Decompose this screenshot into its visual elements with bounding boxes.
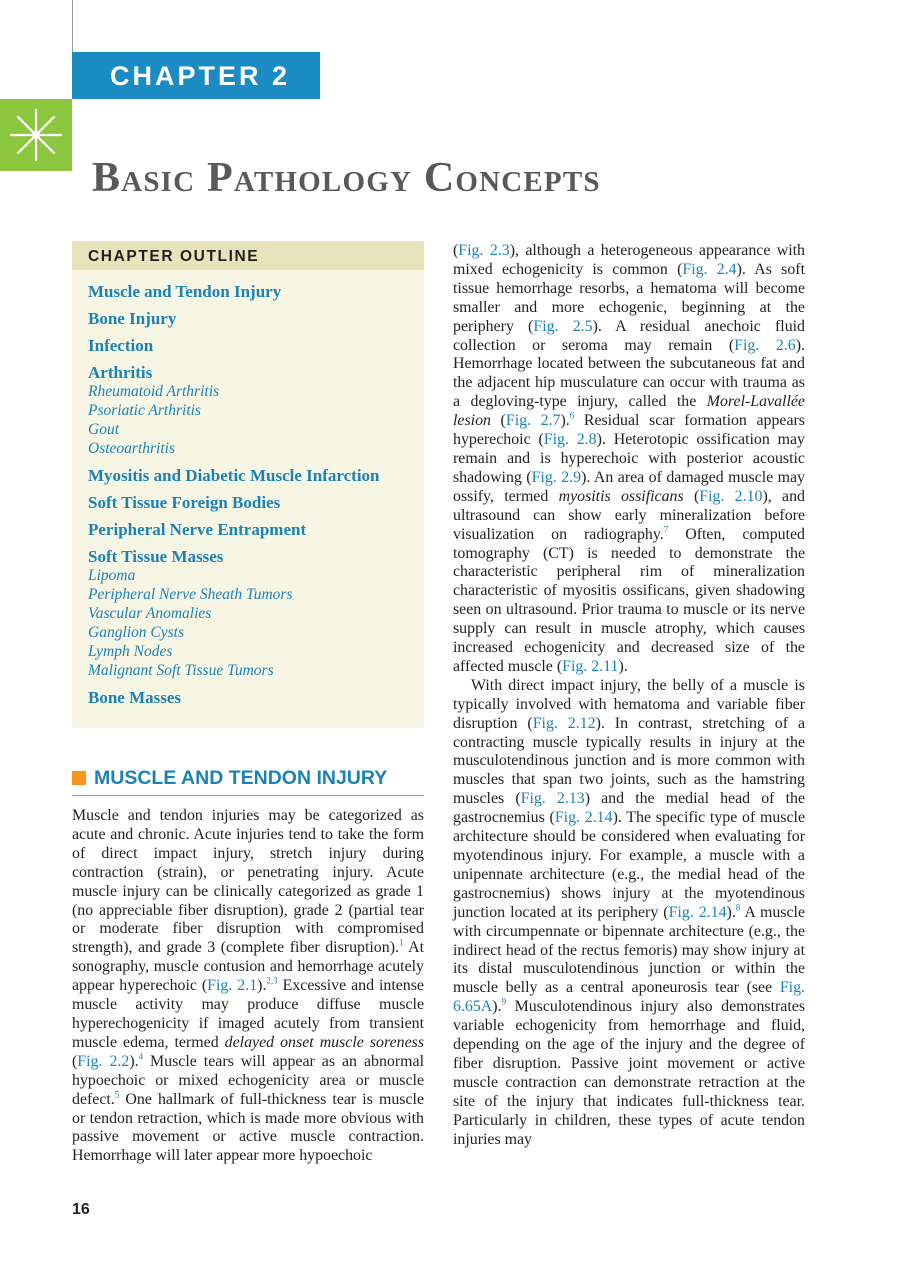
figure-reference: Fig. 2.3 — [458, 242, 510, 259]
outline-item — [88, 466, 424, 485]
figure-reference: Fig. 2.14 — [554, 809, 613, 827]
body-text-run: ). — [560, 412, 570, 430]
outline-item-label: Bone Masses — [88, 688, 182, 707]
outline-item-label: Infection — [88, 336, 154, 355]
body-text-run: ). — [129, 1052, 139, 1070]
body-text-run: One hallmark of full-thickness tear is muscle or tendon retraction, which is made more obvious with passive movement or active muscle contraction. Hemorrhage will later appear more hypoechoic — [72, 1090, 424, 1165]
figure-reference: Fig. 2.8 — [543, 431, 597, 449]
body-text-run: ). The specific type of muscle architecture should be considered when evaluating for myotendinous injury. For example, a muscle with a unipennate architecture (e.g., the medial head of the gastrocnemius) shows injury at the myotendinous junction located at its periphery ( — [453, 809, 806, 921]
figure-reference: Fig. 2.9 — [531, 468, 582, 486]
outline-subitem-label: Rheumatoid Arthritis — [88, 383, 220, 400]
section-heading — [72, 765, 387, 791]
outline-item — [88, 688, 424, 707]
body-text-run: With direct impact injury, the belly of a muscle is typically involved with hematoma and variable fiber disruption ( — [453, 676, 805, 732]
body-text-run: ). A residual anechoic fluid collection or seroma may remain ( — [453, 317, 805, 354]
figure-reference: Fig. 2.12 — [532, 714, 596, 732]
body-text-run: ), although a heterogeneous appearance with mixed echogenicity is common ( — [453, 242, 805, 278]
outline-item — [88, 547, 424, 680]
chapter-outline-header: CHAPTER OUTLINE — [72, 241, 424, 270]
outline-item-label: Muscle and Tendon Injury — [88, 282, 282, 301]
body-text-run: Often, computed tomography (CT) is needed to demonstrate the characteristic peripheral rim of mineralization characteristic of myositis ossificans, given shadowing seen on ultrasound. Prior trauma to muscle or its nerve supply can result in muscle atrophy, which causes increased echogenicity and decreased size of the affected muscle ( — [453, 525, 805, 675]
figure-reference: Fig. 2.13 — [520, 790, 585, 808]
citation-superscript: 5 — [114, 1089, 120, 1100]
section-bullet-square — [72, 771, 86, 785]
citation-superscript: 6 — [569, 410, 575, 421]
body-text-run: ). Hemorrhage located between the subcutaneous fat and the adjacent hip musculature can occur with trauma as a degloving-type injury, called the — [453, 336, 805, 411]
outline-item — [88, 336, 424, 355]
chapter-outline — [72, 241, 424, 728]
outline-subitem-label: Ganglion Cysts — [88, 624, 185, 641]
figure-reference: Fig. 2.6 — [734, 336, 796, 354]
body-text-run: ) and the medial head of the gastrocnemius ( — [453, 790, 805, 827]
outline-item — [88, 363, 424, 458]
chapter-label: CHAPTER 2 — [72, 52, 320, 99]
outline-subitem-label: Malignant Soft Tissue Tumors — [88, 662, 274, 679]
body-text-run: ). Heterotopic ossification may remain and is hyperechoic with posterior acoustic shadowing ( — [453, 431, 805, 486]
section-heading-text: MUSCLE AND TENDON INJURY — [94, 767, 388, 789]
body-text-run: ). As soft tissue hemorrhage resorbs, a hematoma will become smaller and more echogenic, beginning at the periphery ( — [453, 260, 805, 335]
italic-term: myositis ossificans — [558, 487, 684, 505]
citation-superscript: 4 — [138, 1051, 144, 1062]
outline-item-label: Myositis and Diabetic Muscle Infarction — [88, 466, 380, 485]
outline-subitem-label: Osteoarthritis — [88, 440, 175, 457]
outline-subitem-label: Vascular Anomalies — [88, 605, 212, 622]
outline-item — [88, 282, 424, 301]
figure-reference: Fig. 2.4 — [682, 260, 737, 278]
body-text-run: At sonography, muscle contusion and hemorrhage acutely appear hyperechoic ( — [72, 939, 424, 995]
figure-reference: Fig. 2.2 — [77, 1052, 130, 1070]
body-text-run: Residual scar formation appears hyperechoic ( — [453, 412, 805, 449]
outline-item — [88, 520, 424, 539]
outline-subitem-label: Psoriatic Arthritis — [88, 402, 201, 419]
outline-item — [88, 309, 424, 328]
body-text-run: ( — [490, 412, 506, 430]
right-text-column — [453, 242, 805, 1150]
body-paragraph — [453, 242, 805, 677]
italic-term: delayed onset muscle soreness — [224, 1033, 424, 1051]
figure-reference: Fig. 2.7 — [505, 412, 561, 430]
figure-reference: Fig. 2.5 — [533, 317, 593, 335]
body-text-run: ( — [453, 242, 459, 259]
outline-subitem-label: Lipoma — [88, 567, 136, 584]
left-text-column — [72, 807, 424, 1166]
citation-superscript: 9 — [501, 996, 507, 1007]
body-text-run: ). — [492, 998, 502, 1016]
body-text-run: Muscle tears will appear as an abnormal hypoechoic or mixed echogenicity area or muscle defect. — [72, 1052, 424, 1108]
body-text-run: ). — [257, 977, 267, 995]
chapter-title: Basic Pathology Concepts — [92, 155, 601, 201]
page-number: 16 — [72, 1201, 90, 1218]
body-text-run: ( — [72, 1052, 78, 1070]
figure-reference: Fig. 2.11 — [562, 657, 619, 675]
figure-reference: Fig. 2.10 — [699, 487, 763, 505]
outline-item — [88, 493, 424, 512]
body-text-run: A muscle with circumpennate or bipennate architecture (e.g., the indirect head of the rectus femoris) may show injury at its distal musculotendinous junction or within the muscle belly as a central aponeurosis tear (see — [453, 903, 806, 997]
italic-term: Morel-Lavallée lesion — [453, 393, 805, 430]
figure-reference: Fig. 2.1 — [207, 977, 258, 995]
body-text-run: ). — [726, 903, 736, 921]
outline-item-label: Bone Injury — [88, 309, 177, 328]
figure-reference: Fig. 2.14 — [668, 903, 727, 921]
citation-superscript: 2,3 — [266, 975, 278, 986]
citation-superscript: 7 — [663, 524, 669, 535]
outline-item-label: Soft Tissue Foreign Bodies — [88, 493, 281, 512]
outline-subitem-label: Peripheral Nerve Sheath Tumors — [88, 586, 293, 603]
outline-subitem-label: Lymph Nodes — [88, 643, 173, 660]
citation-superscript: 8 — [735, 902, 741, 913]
starburst-icon — [0, 99, 72, 171]
body-text-run: Excessive and intense muscle activity may produce diffuse muscle hyperechogenicity if imaged acutely from transient muscle edema, termed — [72, 977, 424, 1051]
body-text-run: ), and ultrasound can show early mineralization before visualization on radiography. — [453, 487, 805, 543]
outline-item-label: Soft Tissue Masses — [88, 547, 224, 566]
chapter-outline-list — [72, 270, 424, 707]
body-text-run: ). An area of damaged muscle may ossify, termed — [453, 468, 805, 505]
chapter-starburst-badge — [0, 99, 72, 171]
body-paragraph — [72, 807, 424, 1166]
body-paragraph — [453, 677, 805, 1150]
figure-reference: Fig. 6.65A — [453, 979, 805, 1016]
section-rule — [72, 795, 424, 796]
body-text-run: ( — [683, 487, 700, 505]
margin-rule — [72, 0, 73, 55]
body-text-run: Musculotendinous injury also demonstrates variable echogenicity from hemorrhage and fluid, depending on the age of the injury and the degree of fiber disruption. Passive joint movement or active muscle contraction can demonstrate retraction at the site of the injury that indicates full-thickness tear. Particularly in children, these types of acute tendon injuries may — [453, 998, 805, 1148]
body-text-run: Muscle and tendon injuries may be categorized as acute and chronic. Acute injuries tend to take the form of direct impact injury, stretch injury during contraction (strain), or penetrating injury. Acute muscle injury can be clinically categorized as grade 1 (no appreciable fiber disruption), grade 2 (partial tear or moderate fiber disruption with compromised strength), and grade 3 (complete fiber disruption). — [72, 807, 424, 957]
body-text-run: ). In contrast, stretching of a contracting muscle typically results in injury at the musculotendinous junction and is more common with muscles that span two joints, such as the hamstring muscles ( — [453, 714, 806, 808]
body-text-run: ). — [618, 657, 628, 675]
outline-subitem-label: Gout — [88, 421, 119, 438]
citation-superscript: 1 — [398, 938, 404, 949]
outline-item-label: Arthritis — [88, 363, 153, 382]
outline-item-label: Peripheral Nerve Entrapment — [88, 520, 307, 539]
